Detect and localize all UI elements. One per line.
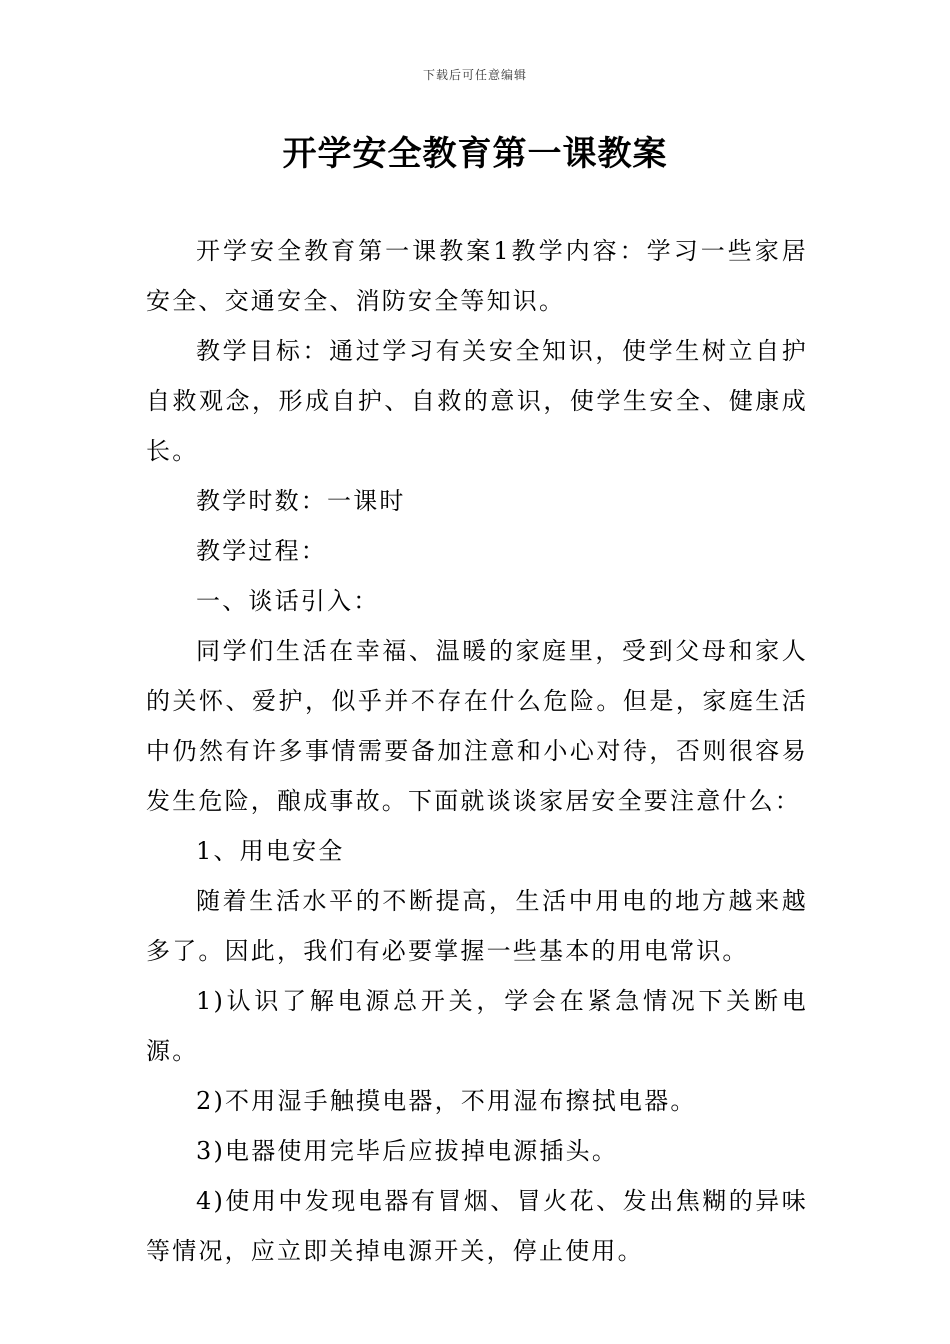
section-heading: 一、谈话引入： (196, 587, 380, 615)
list-item: 4)使用中发现电器有冒烟、冒火花、发出焦糊的异味等情况，应立即关掉电源开关，停止使用。 (146, 1187, 808, 1265)
document-title: 开学安全教育第一课教案 (282, 134, 668, 174)
subsection-heading: 1、用电安全 (196, 837, 345, 865)
list-item: 2)不用湿手触摸电器，不用湿布擦拭电器。 (196, 1087, 697, 1115)
paragraph: 教学时数：一课时 (196, 487, 406, 515)
document-body (146, 226, 808, 1276)
paragraph: 开学安全教育第一课教案1教学内容：学习一些家居安全、交通安全、消防安全等知识。 (146, 237, 808, 315)
paragraph: 教学过程： (196, 537, 327, 565)
paragraph: 同学们生活在幸福、温暖的家庭里，受到父母和家人的关怀、爱护，似乎并不存在什么危险。但是，家庭生活中仍然有许多事情需要备加注意和小心对待，否则很容易发生危险，酿成事故。下面就谈谈家居安全要注意什么： (146, 637, 808, 815)
list-item: 1)认识了解电源总开关，学会在紧急情况下关断电源。 (146, 987, 808, 1065)
paragraph: 教学目标：通过学习有关安全知识，使学生树立自护自救观念，形成自护、自救的意识，使学生安全、健康成长。 (146, 337, 808, 465)
paragraph: 随着生活水平的不断提高，生活中用电的地方越来越多了。因此，我们有必要掌握一些基本的用电常识。 (146, 887, 808, 965)
header-note: 下载后可任意编辑 (422, 68, 527, 82)
list-item: 3)电器使用完毕后应拔掉电源插头。 (196, 1137, 619, 1165)
